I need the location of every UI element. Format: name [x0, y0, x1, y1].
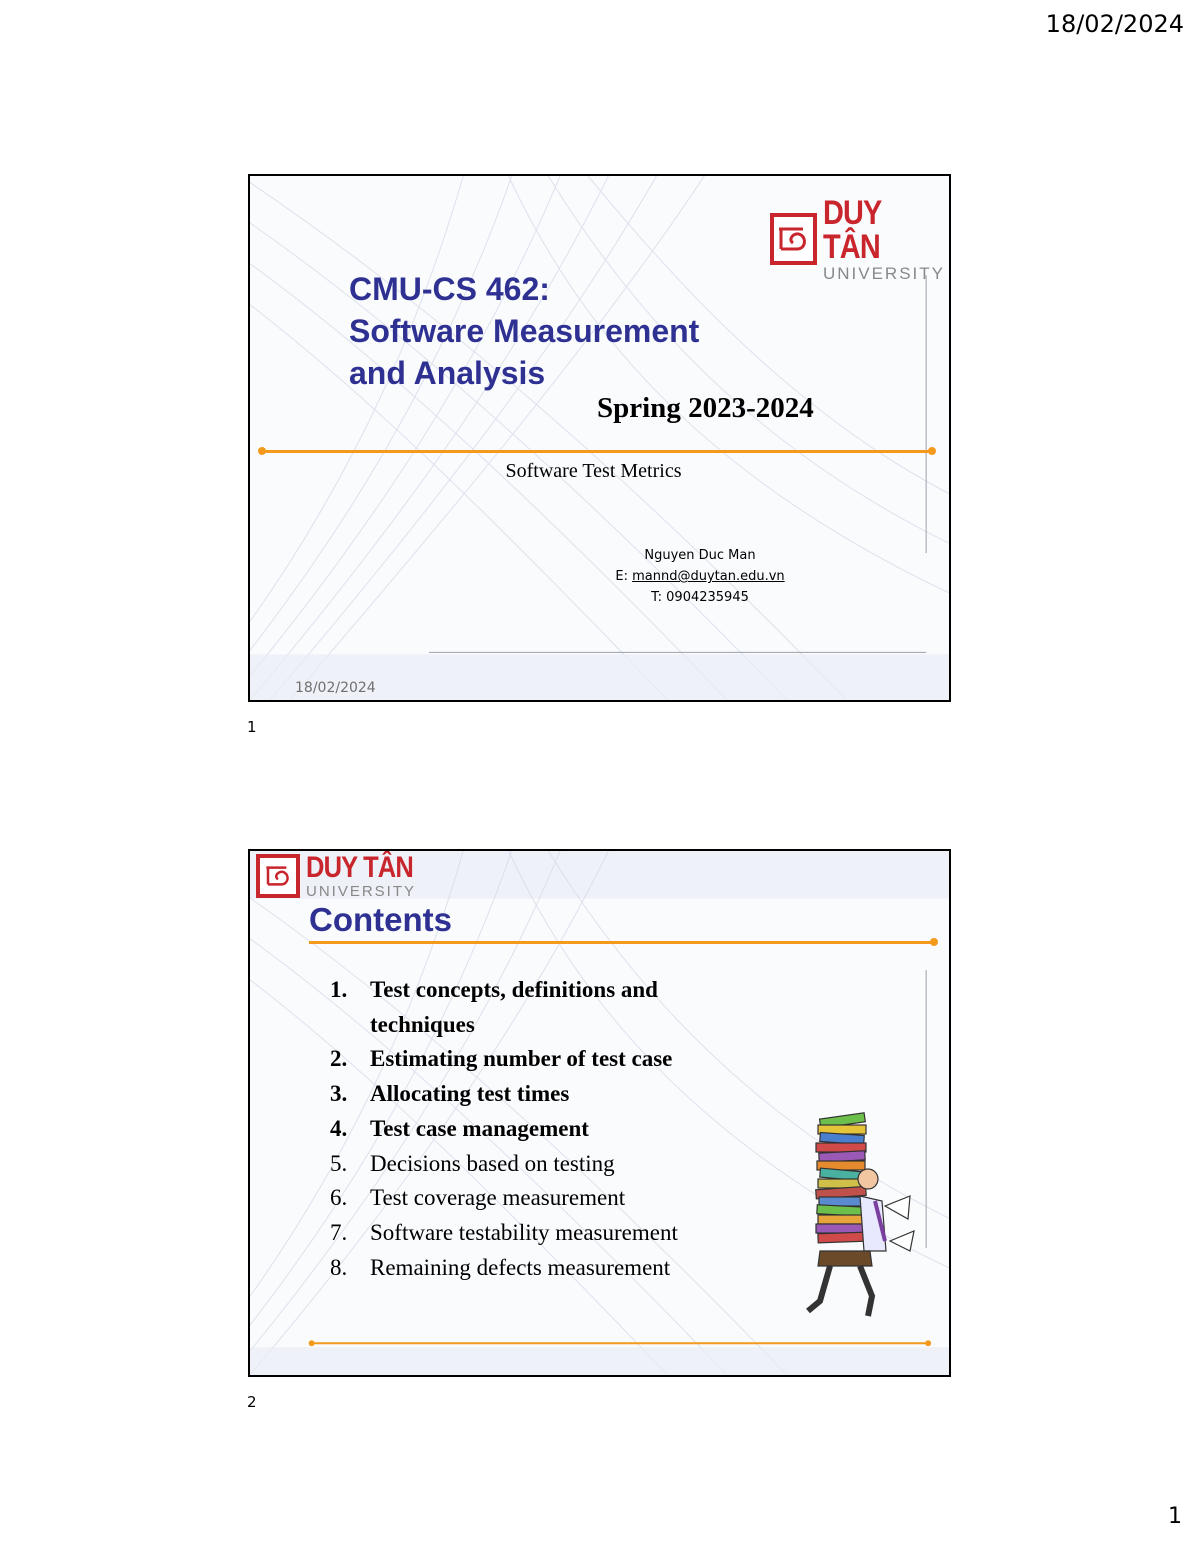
contents-item-number: 7. — [330, 1219, 348, 1245]
slide-index-2: 2 — [247, 1393, 257, 1411]
university-logo — [256, 853, 432, 899]
contents-item — [330, 1077, 720, 1112]
slide-1 — [248, 174, 951, 702]
slide-2 — [248, 849, 951, 1377]
contents-item-text: Estimating number of test case — [370, 1046, 673, 1072]
contents-item-number: 6. — [330, 1185, 348, 1211]
email-link[interactable]: mannd@duytan.edu.vn — [632, 569, 785, 584]
lecture-topic: Software Test Metrics — [505, 460, 682, 482]
email-line — [550, 566, 850, 587]
logo-emblem-icon — [256, 854, 300, 898]
contents-item-number: 2. — [330, 1046, 348, 1072]
contents-item — [330, 1251, 720, 1286]
phone-line: T: 0904235945 — [651, 590, 749, 605]
contents-item — [330, 1181, 720, 1216]
contents-item-text: Remaining defects measurement — [370, 1254, 671, 1280]
contents-item-text: Allocating test times — [370, 1081, 570, 1107]
divider-line — [261, 450, 933, 453]
contents-item-text: Decisions based on testing — [370, 1150, 615, 1176]
slide-title: Contents — [309, 901, 452, 938]
person-carrying-books-illustration — [790, 1101, 920, 1326]
page-date: 18/02/2024 — [1045, 10, 1184, 38]
contents-item-number: 8. — [330, 1254, 348, 1280]
logo-name: DUY TÂN — [306, 851, 413, 884]
contents-list — [330, 973, 720, 1285]
slide-footer-date: 18/02/2024 — [295, 680, 376, 696]
contents-item-number: 3. — [330, 1081, 348, 1107]
contents-item-number: 1. — [330, 977, 348, 1002]
contents-item — [330, 1147, 720, 1182]
contents-item-text: Test coverage measurement — [370, 1185, 626, 1211]
contents-item — [330, 1042, 720, 1077]
logo-name: DUY TÂN — [822, 194, 881, 266]
term-label: Spring 2023-2024 — [597, 392, 814, 424]
university-logo — [770, 196, 950, 282]
email-prefix: E: — [615, 569, 633, 584]
course-title: CMU-CS 462: Software Measurement and Analysis — [349, 271, 700, 391]
slide-index-1: 1 — [247, 718, 257, 736]
author-name: Nguyen Duc Man — [644, 548, 756, 563]
contents-item — [330, 1112, 720, 1147]
contents-item-text: Test case management — [370, 1115, 589, 1141]
contents-item-number: 4. — [330, 1115, 348, 1141]
contact-block — [550, 545, 850, 608]
divider-dot — [928, 447, 936, 455]
contents-item — [330, 973, 720, 1042]
logo-emblem-icon — [770, 213, 817, 265]
underline-dot — [930, 938, 938, 946]
logo-subtitle: UNIVERSITY — [306, 883, 417, 900]
divider-dot — [258, 447, 266, 455]
logo-subtitle: UNIVERSITY — [822, 264, 945, 283]
contents-item-number: 5. — [330, 1150, 348, 1176]
page-number: 1 — [1168, 1504, 1182, 1529]
contents-item-text: Test concepts, definitions and techniques — [370, 977, 658, 1037]
title-underline — [309, 941, 935, 944]
contents-item — [330, 1216, 720, 1251]
contents-item-text: Software testability measurement — [370, 1219, 678, 1245]
